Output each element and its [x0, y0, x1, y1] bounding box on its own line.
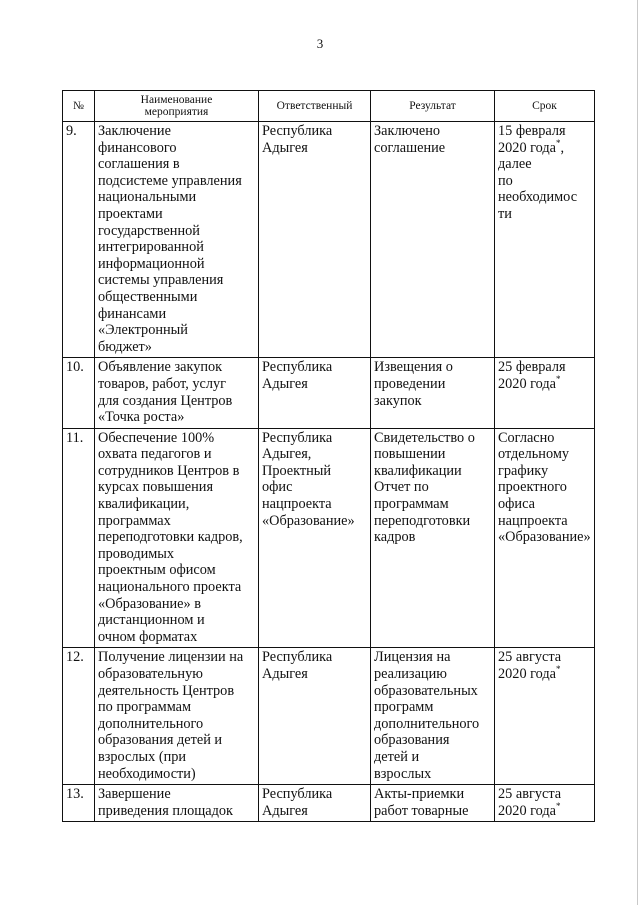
- row-result: Лицензия на реализацию образовательных программ дополнительного образования детей и взрослых: [371, 648, 495, 785]
- row-result: Заключено соглашение: [371, 122, 495, 358]
- row-name: Получение лицензии на образовательную деятельность Центров по программам дополнительного образования детей и взрослых (при необходимости): [95, 648, 259, 785]
- header-name: Наименование мероприятия: [95, 91, 259, 122]
- table-row: [63, 428, 595, 648]
- table-header-row: [63, 91, 595, 122]
- table-row: [63, 122, 595, 358]
- row-deadline: [495, 428, 595, 648]
- header-deadline: Срок: [495, 91, 595, 122]
- deadline-text: 15 февраля 2020 года: [498, 123, 566, 156]
- footnote-mark: *: [556, 800, 561, 811]
- row-deadline: [495, 122, 595, 358]
- row-number: 13.: [63, 785, 95, 822]
- row-responsible: Республика Адыгея, Проектный офис нацпроекта «Образование»: [259, 428, 371, 648]
- deadline-text: 25 февраля 2020 года: [498, 359, 566, 392]
- footnote-mark: *: [556, 664, 561, 675]
- footnote-mark: *: [556, 137, 561, 148]
- row-number: 11.: [63, 428, 95, 648]
- header-num: №: [63, 91, 95, 122]
- row-result: Свидетельство о повышении квалификации Отчет по программам переподготовки кадров: [371, 428, 495, 648]
- row-responsible: Республика Адыгея: [259, 785, 371, 822]
- table-row: [63, 358, 595, 428]
- header-responsible: Ответственный: [259, 91, 371, 122]
- page-number: 3: [316, 36, 324, 51]
- deadline-text: 25 августа 2020 года: [498, 649, 562, 682]
- row-number: 10.: [63, 358, 95, 428]
- row-responsible: Республика Адыгея: [259, 122, 371, 358]
- row-deadline: [495, 358, 595, 428]
- row-name: Обеспечение 100% охвата педагогов и сотрудников Центров в курсах повышения квалификации, программах переподготовки кадров, проводимых проектным офисом национального проекта «Образование» в дистанционном и очном форматах: [95, 428, 259, 648]
- header-result: Результат: [371, 91, 495, 122]
- row-responsible: Республика Адыгея: [259, 358, 371, 428]
- row-responsible: Республика Адыгея: [259, 648, 371, 785]
- row-result: Извещения о проведении закупок: [371, 358, 495, 428]
- table-row: [63, 785, 595, 822]
- scan-edge-line: [637, 0, 638, 905]
- deadline-text: 25 августа 2020 года: [498, 786, 562, 819]
- row-name: Заключение финансового соглашения в подсистеме управления национальными проектами государственной интегрированной информационной системы управления общественными финансами «Электронный бюджет»: [95, 122, 259, 358]
- events-table: [62, 90, 595, 822]
- row-number: 12.: [63, 648, 95, 785]
- row-name: Завершение приведения площадок: [95, 785, 259, 822]
- deadline-extra: , далее по необходимос ти: [498, 139, 578, 222]
- row-deadline: [495, 648, 595, 785]
- footnote-mark: *: [556, 374, 561, 385]
- row-deadline: [495, 785, 595, 822]
- row-name: Объявление закупок товаров, работ, услуг для создания Центров «Точка роста»: [95, 358, 259, 428]
- deadline-text: Согласно отдельному графику проектного офиса нацпроекта «Образование»: [498, 429, 591, 546]
- table-row: [63, 648, 595, 785]
- row-number: 9.: [63, 122, 95, 358]
- row-result: Акты-приемки работ товарные: [371, 785, 495, 822]
